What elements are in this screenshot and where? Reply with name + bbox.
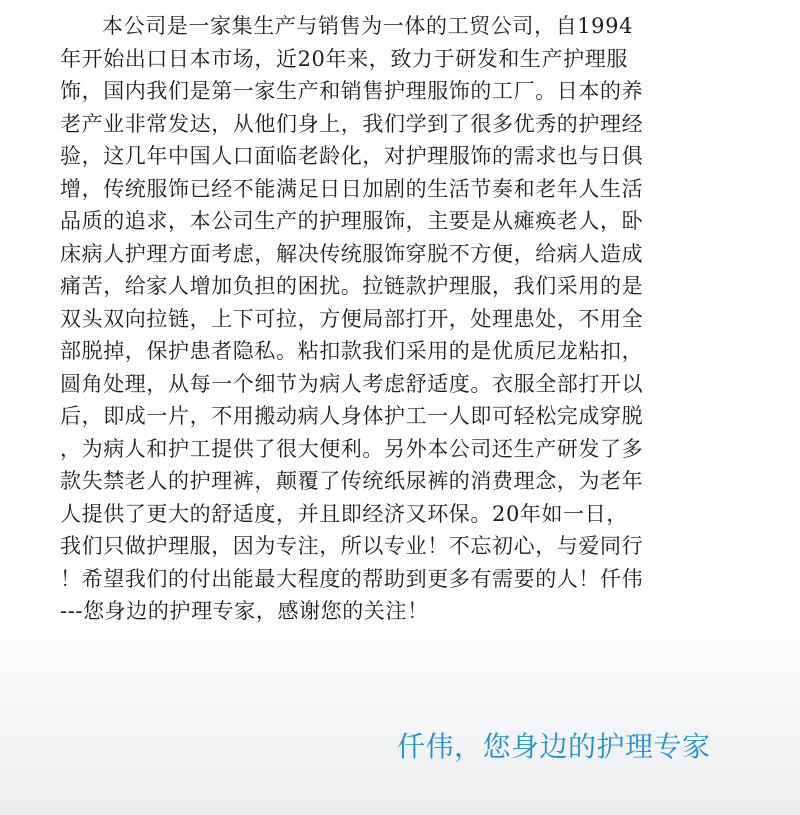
intro-line-14: ，为病人和护工提供了很大便利。另外本公司还生产研发了多: [60, 436, 644, 461]
intro-line-2: 年开始出口日本市场，近20年来，致力于研发和生产护理服: [60, 46, 628, 71]
intro-line-5: 验，这几年中国人口面临老龄化，对护理服饰的需求也与日俱: [60, 144, 644, 168]
intro-line-12: 圆角处理，从每一个细节为病人考虑舒适度。衣服全部打开以: [60, 371, 644, 396]
intro-line-8: 床病人护理方面考虑，解决传统服饰穿脱不方便，给病人造成: [60, 241, 644, 266]
intro-line-10: 双头双向拉链，上下可拉，方便局部打开，处理患处，不用全: [60, 306, 644, 331]
brand-slogan: 仟伟，您身边的护理专家: [397, 730, 711, 763]
intro-line-17: 我们只做护理服，因为专注，所以专业！不忘初心，与爱同行: [60, 534, 644, 558]
intro-line-19: ---您身边的护理专家，感谢您的关注！: [60, 599, 429, 623]
intro-line-18: ！希望我们的付出能最大程度的帮助到更多有需要的人！仟伟: [60, 566, 644, 591]
intro-line-1: 本公司是一家集生产与销售为一体的工贸公司，自1994: [102, 14, 634, 38]
intro-line-4: 老产业非常发达，从他们身上，我们学到了很多优秀的护理经: [60, 111, 644, 136]
company-intro-paragraph: [60, 10, 750, 628]
intro-line-9: 痛苦，给家人增加负担的困扰。拉链款护理服，我们采用的是: [60, 274, 644, 298]
intro-line-6: 增，传统服饰已经不能满足日日加剧的生活节奏和老年人生活: [60, 176, 644, 201]
intro-line-3: 饰，国内我们是第一家生产和销售护理服饰的工厂。日本的养: [60, 79, 644, 103]
intro-line-16: 人提供了更大的舒适度，并且即经济又环保。20年如一日，: [60, 501, 628, 526]
intro-line-11: 部脱掉，保护患者隐私。粘扣款我们采用的是优质尼龙粘扣，: [60, 339, 644, 363]
intro-line-13: 后，即成一片，不用搬动病人身体护工一人即可轻松完成穿脱: [60, 404, 644, 428]
intro-line-15: 款失禁老人的护理裤，颠覆了传统纸尿裤的消费理念，为老年: [60, 469, 644, 493]
intro-line-7: 品质的追求，本公司生产的护理服饰，主要是从瘫痪老人，卧: [60, 209, 644, 233]
